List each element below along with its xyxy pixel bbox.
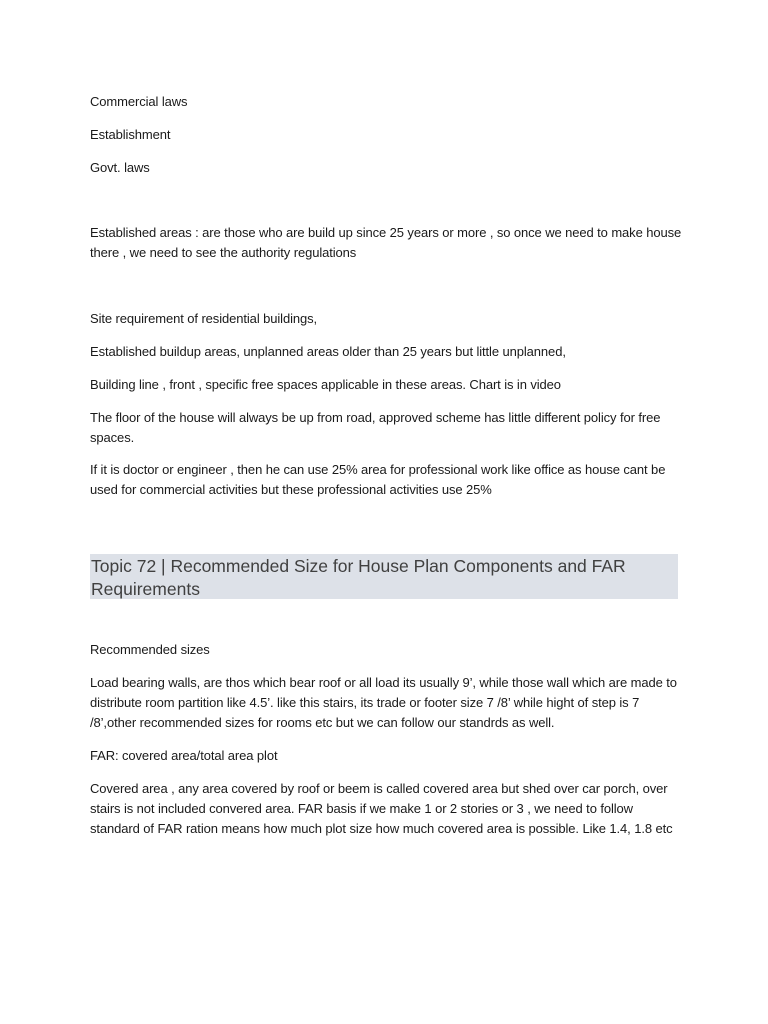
paragraph-established-areas: Established areas : are those who are build up since 25 years or more , so once we need to make house there , we need to see the authority regulations <box>90 225 682 260</box>
paragraph-floor-note: The floor of the house will always be up from road, approved scheme has little different policy for free spaces. <box>90 410 661 445</box>
paragraph-building-line: Building line , front , specific free spaces applicable in these areas. Chart is in video <box>90 377 561 392</box>
paragraph-covered-area: Covered area , any area covered by roof or beem is called covered area but shed over car porch, over stairs is not included convered area. FAR basis if we make 1 or 2 stories or 3 , we need to follow standard of FAR ration means how much plot size how much covered area is possible. Like 1.4, 1.8 etc <box>90 781 673 836</box>
paragraph-recommended-sizes: Recommended sizes <box>90 642 210 657</box>
paragraph-buildup-areas: Established buildup areas, unplanned areas older than 25 years but little unplanned, <box>90 344 566 359</box>
intro-line-commercial-laws: Commercial laws <box>90 94 188 109</box>
topic-heading: Topic 72 | Recommended Size for House Plan Components and FAR Requirements <box>91 556 626 599</box>
paragraph-professional-note: If it is doctor or engineer , then he can use 25% area for professional work like office as house cant be used for commercial activities but these professional activities use 25% <box>90 462 666 497</box>
paragraph-far-definition: FAR: covered area/total area plot <box>90 748 278 763</box>
paragraph-load-bearing-walls: Load bearing walls, are thos which bear roof or all load its usually 9’, while those wall which are made to distribute room partition like 4.5’. like this stairs, its trade or footer size 7 /8’ while hight of step is 7 /8’,other recommended sizes for rooms etc but we can follow our standrds as well. <box>90 675 677 730</box>
intro-line-govt-laws: Govt. laws <box>90 160 150 175</box>
paragraph-site-requirement: Site requirement of residential buildings, <box>90 311 318 326</box>
intro-line-establishment: Establishment <box>90 127 171 142</box>
